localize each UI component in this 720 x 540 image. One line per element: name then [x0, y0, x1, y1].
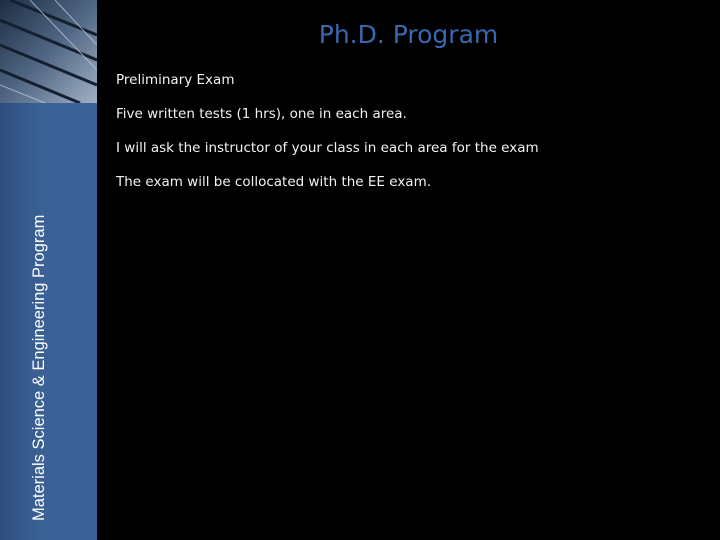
- sidebar-title: Materials Science & Engineering Program: [30, 214, 48, 521]
- slide-title: Ph.D. Program: [318, 20, 499, 49]
- bullet-list: [116, 70, 706, 206]
- bullet-item: The exam will be collocated with the EE exam.: [116, 174, 432, 190]
- bullet-item: I will ask the instructor of your class in each area for the exam: [116, 140, 539, 156]
- architecture-photo: [0, 0, 97, 103]
- sidebar-band: [0, 0, 97, 540]
- bullet-item: Preliminary Exam: [116, 72, 235, 88]
- bullet-item: Five written tests (1 hrs), one in each area.: [116, 106, 407, 122]
